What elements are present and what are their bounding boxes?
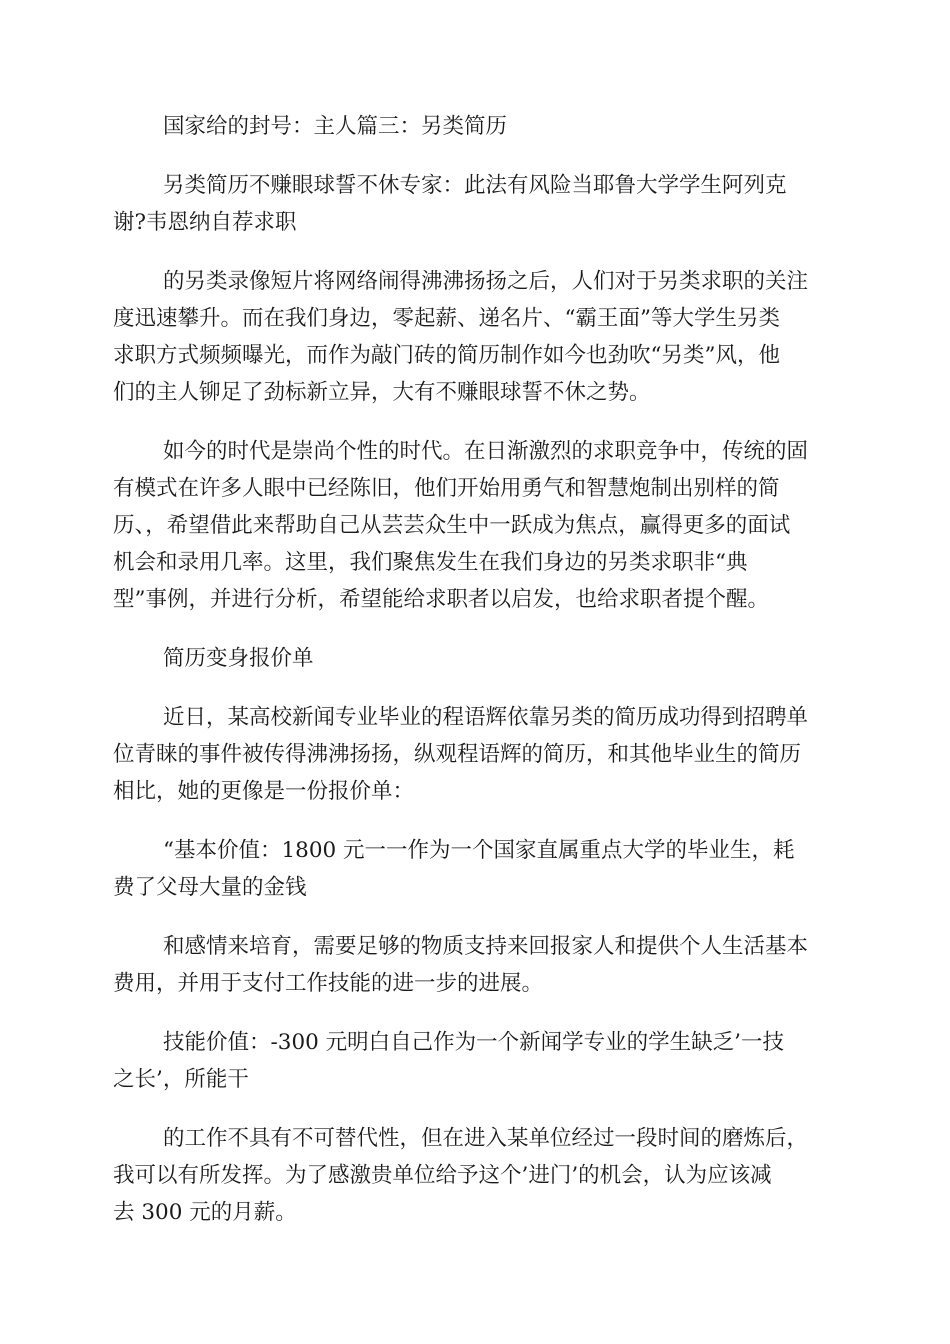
- text-line: 的另类录像短片将网络闹得沸沸扬扬之后，人们对于另类求职的关注: [163, 269, 809, 294]
- text-line: 们的主人铆足了劲标新立异，大有不赚眼球誓不休之势。: [113, 380, 651, 405]
- text-line: 简历变身报价单: [163, 646, 314, 671]
- paragraph-p6: [113, 699, 833, 810]
- text-line: 度迅速攀升。而在我们身边，零起薪、递名片、“霸王面”等大学生另类: [113, 306, 780, 331]
- text-line: 相比，她的更像是一份报价单：: [113, 779, 415, 804]
- paragraph-p2: [113, 167, 833, 241]
- text-line: “基本价值：1800 元一一作为一个国家直属重点大学的毕业生，耗: [163, 838, 795, 863]
- text-line: 另类简历不赚眼球誓不休专家：此法有风险当耶鲁大学学生阿列克: [163, 173, 787, 198]
- paragraph-p9: [113, 1024, 833, 1098]
- text-line: 近日，某高校新闻专业毕业的程语辉依靠另类的简历成功得到招聘单: [163, 705, 809, 730]
- text-line: 国家给的封号：主人篇三：另类简历: [163, 114, 508, 139]
- paragraph-p8: [113, 928, 833, 1002]
- document-page: [113, 108, 833, 1253]
- text-line: 和感情来培育，需要足够的物质支持来回报家人和提供个人生活基本: [163, 934, 809, 959]
- paragraph-p5: [113, 640, 833, 677]
- paragraph-p3: [113, 263, 833, 411]
- text-line: 机会和录用几率。这里，我们聚焦发生在我们身边的另类求职非“典: [113, 550, 748, 575]
- paragraph-p7: [113, 832, 833, 906]
- text-line: 的工作不具有不可替代性，但在进入某单位经过一段时间的磨炼后，: [163, 1126, 809, 1151]
- text-line: 如今的时代是崇尚个性的时代。在日渐激烈的求职竞争中，传统的固: [163, 439, 809, 464]
- text-line: 我可以有所发挥。为了感激贵单位给予这个’进门’的机会，认为应该减: [113, 1163, 772, 1188]
- text-line: 费了父母大量的金钱: [113, 875, 307, 900]
- paragraph-p1: [113, 108, 833, 145]
- text-line: 历、，希望借此来帮助自己从芸芸众生中一跃成为焦点，赢得更多的面试: [113, 513, 791, 538]
- paragraph-p10: [113, 1120, 833, 1231]
- text-line: 有模式在许多人眼中已经陈旧，他们开始用勇气和智慧炮制出别样的简: [113, 476, 780, 501]
- text-line: 求职方式频频曝光，而作为敲门砖的简历制作如今也劲吹“另类”风，他: [113, 343, 780, 368]
- text-line: 谢?韦恩纳自荐求职: [113, 210, 297, 235]
- paragraph-p4: [113, 433, 833, 618]
- text-line: 费用，并用于支付工作技能的进一步的进展。: [113, 971, 544, 996]
- text-line: 型”事例，并进行分析，希望能给求职者以启发，也给求职者提个醒。: [113, 587, 769, 612]
- text-line: 技能价值：-300 元明白自己作为一个新闻学专业的学生缺乏’一技: [163, 1030, 784, 1055]
- text-line: 位青睐的事件被传得沸沸扬扬，纵观程语辉的简历，和其他毕业生的简历: [113, 742, 802, 767]
- text-line: 去 300 元的月薪。: [113, 1200, 297, 1225]
- text-line: 之长’，所能干: [113, 1067, 249, 1092]
- document-body: [113, 108, 833, 1231]
